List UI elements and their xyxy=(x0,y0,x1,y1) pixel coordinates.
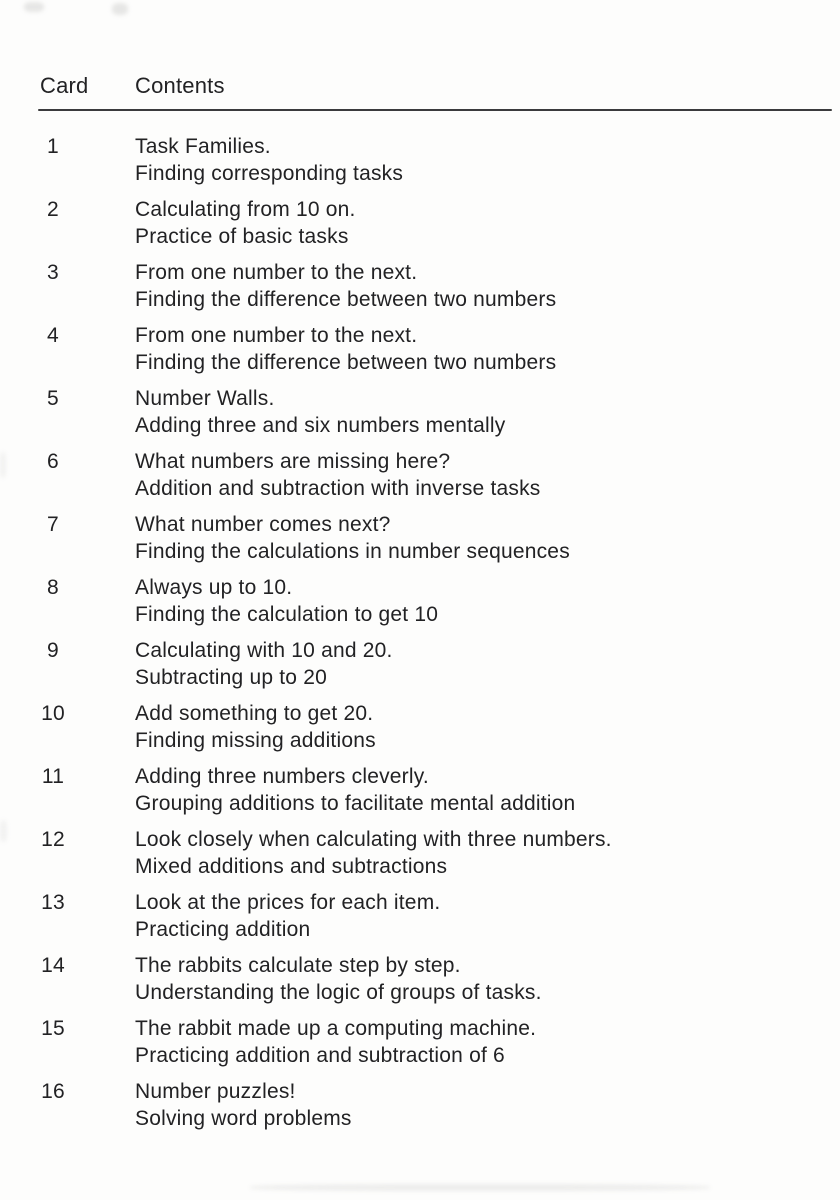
column-gap xyxy=(106,763,135,817)
card-subtitle: Adding three and six numbers mentally xyxy=(135,414,506,437)
card-number: 5 xyxy=(47,387,59,410)
scan-artifact xyxy=(250,1184,710,1191)
card-number: 7 xyxy=(47,513,59,536)
card-contents xyxy=(135,1015,820,1069)
card-contents xyxy=(135,196,820,250)
card-number: 3 xyxy=(47,261,59,284)
toc-entry xyxy=(0,511,840,565)
toc-entry xyxy=(0,322,840,376)
card-contents xyxy=(135,574,820,628)
card-number: 6 xyxy=(47,450,59,473)
card-title: Look at the prices for each item. xyxy=(135,891,441,914)
card-title: Look closely when calculating with three numbers. xyxy=(135,828,612,851)
card-contents xyxy=(135,385,820,439)
card-title: Number Walls. xyxy=(135,387,275,410)
card-contents xyxy=(135,952,820,1006)
card-subtitle: Subtracting up to 20 xyxy=(135,666,327,689)
toc-entry xyxy=(0,1078,840,1132)
toc-entry xyxy=(0,763,840,817)
toc-entry xyxy=(0,385,840,439)
card-contents xyxy=(135,889,820,943)
card-subtitle: Practicing addition xyxy=(135,918,311,941)
column-gap xyxy=(106,700,135,754)
card-number: 16 xyxy=(41,1080,65,1103)
card-number: 9 xyxy=(47,639,59,662)
card-subtitle: Practice of basic tasks xyxy=(135,225,349,248)
card-subtitle: Finding the difference between two numbers xyxy=(135,351,557,374)
column-gap xyxy=(106,574,135,628)
card-contents xyxy=(135,448,820,502)
column-gap xyxy=(106,322,135,376)
column-gap xyxy=(106,196,135,250)
toc-entry xyxy=(0,196,840,250)
card-subtitle: Finding the difference between two numbers xyxy=(135,288,557,311)
card-number: 15 xyxy=(41,1017,65,1040)
card-title: Always up to 10. xyxy=(135,576,293,599)
column-gap xyxy=(106,637,135,691)
toc-entry xyxy=(0,259,840,313)
card-contents xyxy=(135,637,820,691)
card-subtitle: Mixed additions and subtractions xyxy=(135,855,448,878)
card-title: Adding three numbers cleverly. xyxy=(135,765,429,788)
card-title: The rabbits calculate step by step. xyxy=(135,954,461,977)
card-number: 13 xyxy=(41,891,65,914)
toc-entry xyxy=(0,826,840,880)
column-gap xyxy=(106,133,135,187)
card-title: Add something to get 20. xyxy=(135,702,374,725)
card-number: 4 xyxy=(47,324,59,347)
card-number: 11 xyxy=(41,765,65,788)
card-contents xyxy=(135,1078,820,1132)
card-contents xyxy=(135,763,820,817)
card-contents xyxy=(135,133,820,187)
card-contents xyxy=(135,322,820,376)
toc-list xyxy=(0,133,840,1141)
toc-entry xyxy=(0,637,840,691)
card-contents xyxy=(135,700,820,754)
column-gap xyxy=(106,448,135,502)
card-title: Calculating with 10 and 20. xyxy=(135,639,393,662)
toc-header xyxy=(0,72,840,99)
card-contents xyxy=(135,826,820,880)
column-gap xyxy=(106,1015,135,1069)
card-number: 10 xyxy=(41,702,65,725)
card-number: 1 xyxy=(47,135,59,158)
card-subtitle: Understanding the logic of groups of tasks. xyxy=(135,981,542,1004)
scan-artifact xyxy=(112,3,128,15)
toc-entry xyxy=(0,889,840,943)
toc-entry xyxy=(0,448,840,502)
column-gap xyxy=(106,889,135,943)
column-gap xyxy=(106,826,135,880)
column-gap xyxy=(106,511,135,565)
card-subtitle: Practicing addition and subtraction of 6 xyxy=(135,1044,505,1067)
column-gap xyxy=(106,1078,135,1132)
card-title: Number puzzles! xyxy=(135,1080,296,1103)
toc-entry xyxy=(0,133,840,187)
toc-entry xyxy=(0,574,840,628)
card-subtitle: Finding corresponding tasks xyxy=(135,162,404,185)
card-subtitle: Solving word problems xyxy=(135,1107,352,1130)
card-title: Task Families. xyxy=(135,135,271,158)
column-gap xyxy=(106,952,135,1006)
card-subtitle: Grouping additions to facilitate mental addition xyxy=(135,792,576,815)
header-divider-rule xyxy=(38,109,832,111)
card-title: From one number to the next. xyxy=(135,324,418,347)
card-subtitle: Finding missing additions xyxy=(135,729,376,752)
column-header-card: Card xyxy=(40,73,89,98)
column-gap xyxy=(106,259,135,313)
toc-entry xyxy=(0,1015,840,1069)
card-number: 12 xyxy=(41,828,65,851)
card-title: Calculating from 10 on. xyxy=(135,198,356,221)
column-gap xyxy=(106,385,135,439)
toc-entry xyxy=(0,700,840,754)
card-number: 8 xyxy=(47,576,59,599)
card-number: 2 xyxy=(47,198,59,221)
card-title: From one number to the next. xyxy=(135,261,418,284)
card-contents xyxy=(135,511,820,565)
card-contents xyxy=(135,259,820,313)
card-title: The rabbit made up a computing machine. xyxy=(135,1017,537,1040)
card-subtitle: Finding the calculations in number sequences xyxy=(135,540,570,563)
toc-entry xyxy=(0,952,840,1006)
card-subtitle: Addition and subtraction with inverse tasks xyxy=(135,477,541,500)
scan-artifact xyxy=(24,2,44,12)
card-title: What number comes next? xyxy=(135,513,391,536)
card-title: What numbers are missing here? xyxy=(135,450,451,473)
card-subtitle: Finding the calculation to get 10 xyxy=(135,603,439,626)
column-header-contents: Contents xyxy=(135,73,225,98)
card-number: 14 xyxy=(41,954,65,977)
